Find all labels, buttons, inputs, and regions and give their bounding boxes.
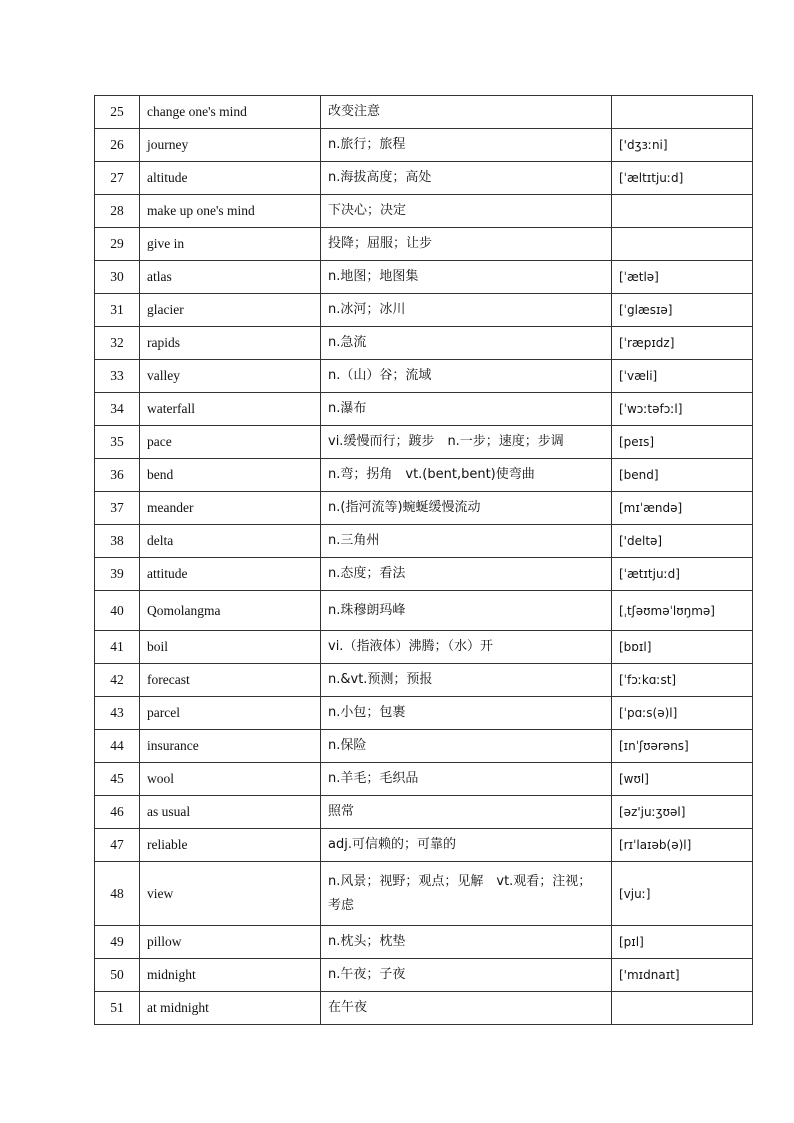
row-number: 43 xyxy=(95,697,140,730)
row-number: 32 xyxy=(95,327,140,360)
word-cell: waterfall xyxy=(140,393,321,426)
phonetic-cell: [ˈætlə] xyxy=(612,261,753,294)
phonetic-cell: [ˌtʃəʊməˈlʊŋmə] xyxy=(612,591,753,631)
phonetic-cell: [ˈræpɪdz] xyxy=(612,327,753,360)
phonetic-cell: [mɪˈændə] xyxy=(612,492,753,525)
row-number: 47 xyxy=(95,829,140,862)
table-row xyxy=(95,926,753,959)
word-cell: wool xyxy=(140,763,321,796)
meaning-cell: 投降；屈服；让步 xyxy=(321,228,612,261)
row-number: 48 xyxy=(95,862,140,926)
phonetic-cell: [ˈwɔːtəfɔːl] xyxy=(612,393,753,426)
meaning-cell: n.三角州 xyxy=(321,525,612,558)
meaning-cell: n.弯；拐角 vt.(bent,bent)使弯曲 xyxy=(321,459,612,492)
meaning-cell: n.保险 xyxy=(321,730,612,763)
phonetic-cell: [ˈætɪtjuːd] xyxy=(612,558,753,591)
word-cell: reliable xyxy=(140,829,321,862)
vocabulary-table xyxy=(94,95,753,1025)
meaning-cell: n.（山）谷；流域 xyxy=(321,360,612,393)
word-cell: pillow xyxy=(140,926,321,959)
word-cell: delta xyxy=(140,525,321,558)
word-cell: rapids xyxy=(140,327,321,360)
phonetic-cell: [rɪˈlaɪəb(ə)l] xyxy=(612,829,753,862)
meaning-cell: vi.缓慢而行；踱步 n.一步；速度；步调 xyxy=(321,426,612,459)
phonetic-cell: [ˈpɑːs(ə)l] xyxy=(612,697,753,730)
table-row xyxy=(95,228,753,261)
word-cell: Qomolangma xyxy=(140,591,321,631)
table-row xyxy=(95,631,753,664)
table-row xyxy=(95,664,753,697)
row-number: 40 xyxy=(95,591,140,631)
table-row xyxy=(95,261,753,294)
table-row xyxy=(95,426,753,459)
word-cell: atlas xyxy=(140,261,321,294)
table-row xyxy=(95,492,753,525)
meaning-cell: vi.（指液体）沸腾；（水）开 xyxy=(321,631,612,664)
phonetic-cell: [ˈvæli] xyxy=(612,360,753,393)
meaning-cell: 下决心；决定 xyxy=(321,195,612,228)
word-cell: bend xyxy=(140,459,321,492)
table-row xyxy=(95,591,753,631)
word-cell: midnight xyxy=(140,959,321,992)
meaning-cell: n.枕头；枕垫 xyxy=(321,926,612,959)
meaning-cell: n.小包；包裹 xyxy=(321,697,612,730)
row-number: 25 xyxy=(95,96,140,129)
phonetic-cell xyxy=(612,96,753,129)
table-row xyxy=(95,730,753,763)
word-cell: view xyxy=(140,862,321,926)
row-number: 35 xyxy=(95,426,140,459)
row-number: 34 xyxy=(95,393,140,426)
row-number: 26 xyxy=(95,129,140,162)
word-cell: pace xyxy=(140,426,321,459)
word-cell: forecast xyxy=(140,664,321,697)
row-number: 31 xyxy=(95,294,140,327)
phonetic-cell: [bɒɪl] xyxy=(612,631,753,664)
word-cell: make up one's mind xyxy=(140,195,321,228)
table-row xyxy=(95,862,753,926)
table-row xyxy=(95,697,753,730)
row-number: 28 xyxy=(95,195,140,228)
meaning-cell: n.风景；视野；观点；见解 vt.观看；注视；考虑 xyxy=(321,862,612,926)
table-row xyxy=(95,763,753,796)
row-number: 38 xyxy=(95,525,140,558)
meaning-cell: n.珠穆朗玛峰 xyxy=(321,591,612,631)
phonetic-cell xyxy=(612,228,753,261)
table-row xyxy=(95,829,753,862)
phonetic-cell: ['dʒɜːni] xyxy=(612,129,753,162)
phonetic-cell xyxy=(612,992,753,1025)
row-number: 50 xyxy=(95,959,140,992)
word-cell: at midnight xyxy=(140,992,321,1025)
word-cell: valley xyxy=(140,360,321,393)
row-number: 36 xyxy=(95,459,140,492)
meaning-cell: n.冰河；冰川 xyxy=(321,294,612,327)
row-number: 41 xyxy=(95,631,140,664)
meaning-cell: n.态度；看法 xyxy=(321,558,612,591)
phonetic-cell: ['deltə] xyxy=(612,525,753,558)
phonetic-cell: [ˈglæsɪə] xyxy=(612,294,753,327)
meaning-cell: n.&vt.预测；预报 xyxy=(321,664,612,697)
table-row xyxy=(95,959,753,992)
table-row xyxy=(95,294,753,327)
meaning-cell: n.午夜；子夜 xyxy=(321,959,612,992)
meaning-cell: n.海拔高度；高处 xyxy=(321,162,612,195)
row-number: 33 xyxy=(95,360,140,393)
row-number: 29 xyxy=(95,228,140,261)
word-cell: attitude xyxy=(140,558,321,591)
table-row xyxy=(95,558,753,591)
meaning-cell: n.瀑布 xyxy=(321,393,612,426)
meaning-cell: n.急流 xyxy=(321,327,612,360)
meaning-cell: n.地图；地图集 xyxy=(321,261,612,294)
table-row xyxy=(95,162,753,195)
phonetic-cell: [əz'juːʒʊəl] xyxy=(612,796,753,829)
word-cell: boil xyxy=(140,631,321,664)
meaning-cell: n.(指河流等)蜿蜒缓慢流动 xyxy=(321,492,612,525)
word-cell: change one's mind xyxy=(140,96,321,129)
phonetic-cell: [wʊl] xyxy=(612,763,753,796)
phonetic-cell: [ˈfɔːkɑːst] xyxy=(612,664,753,697)
row-number: 30 xyxy=(95,261,140,294)
word-cell: journey xyxy=(140,129,321,162)
word-cell: give in xyxy=(140,228,321,261)
meaning-cell: 改变注意 xyxy=(321,96,612,129)
phonetic-cell: [peɪs] xyxy=(612,426,753,459)
phonetic-cell xyxy=(612,195,753,228)
phonetic-cell: [bend] xyxy=(612,459,753,492)
table-row xyxy=(95,796,753,829)
row-number: 39 xyxy=(95,558,140,591)
row-number: 45 xyxy=(95,763,140,796)
table-row xyxy=(95,360,753,393)
phonetic-cell: [vjuː] xyxy=(612,862,753,926)
meaning-cell: 在午夜 xyxy=(321,992,612,1025)
word-cell: glacier xyxy=(140,294,321,327)
meaning-cell: adj.可信赖的；可靠的 xyxy=(321,829,612,862)
row-number: 49 xyxy=(95,926,140,959)
word-cell: meander xyxy=(140,492,321,525)
row-number: 37 xyxy=(95,492,140,525)
phonetic-cell: [ɪnˈʃʊərəns] xyxy=(612,730,753,763)
table-row xyxy=(95,393,753,426)
table-row xyxy=(95,96,753,129)
word-cell: parcel xyxy=(140,697,321,730)
table-row xyxy=(95,129,753,162)
phonetic-cell: [pɪl] xyxy=(612,926,753,959)
table-row xyxy=(95,459,753,492)
phonetic-cell: [ˈæltɪtjuːd] xyxy=(612,162,753,195)
phonetic-cell: ['mɪdnaɪt] xyxy=(612,959,753,992)
table-row xyxy=(95,525,753,558)
vocabulary-table-body xyxy=(95,96,753,1025)
word-cell: altitude xyxy=(140,162,321,195)
row-number: 42 xyxy=(95,664,140,697)
word-cell: insurance xyxy=(140,730,321,763)
meaning-cell: 照常 xyxy=(321,796,612,829)
meaning-cell: n.旅行；旅程 xyxy=(321,129,612,162)
table-row xyxy=(95,195,753,228)
table-row xyxy=(95,992,753,1025)
table-row xyxy=(95,327,753,360)
meaning-cell: n.羊毛；毛织品 xyxy=(321,763,612,796)
row-number: 46 xyxy=(95,796,140,829)
word-cell: as usual xyxy=(140,796,321,829)
row-number: 44 xyxy=(95,730,140,763)
row-number: 51 xyxy=(95,992,140,1025)
row-number: 27 xyxy=(95,162,140,195)
